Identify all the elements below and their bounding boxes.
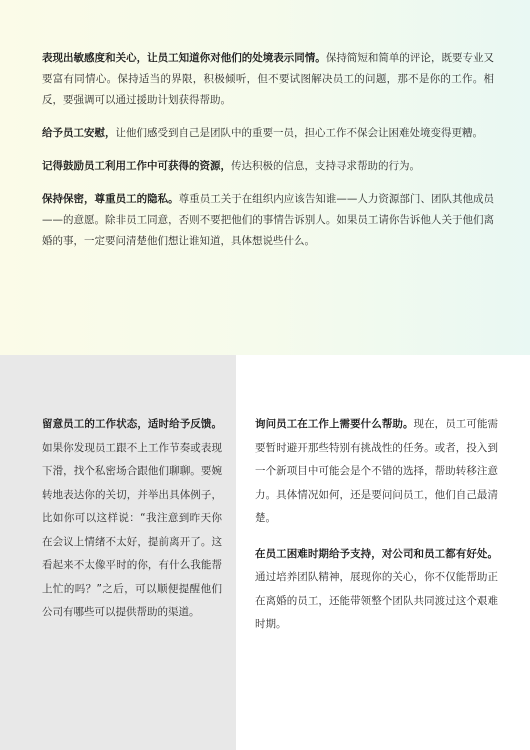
paragraph-heading: 表现出敏感度和关心，让员工知道你对他们的处境表示同情。 [42,52,326,64]
paragraph-heading: 询问员工在工作上需要什么帮助。 [255,418,414,430]
paragraph-body: 通过培养团队精神，展现你的关心，你不仅能帮助正在离婚的员工，还能带领整个团队共同渡过这个艰难时期。 [255,571,498,630]
paragraph-feedback [42,413,222,625]
paragraph-body: 传达积极的信息，支持寻求帮助的行为。 [231,160,420,172]
paragraph-body: 让他们感受到自己是团队中的重要一员，担心工作不保会让困难处境变得更糟。 [115,127,483,139]
paragraph-body: 尊重员工关于在组织内应该告知谁——人力资源部门、团队其他成员——的意愿。除非员工同意，否则不要把他们的事情告诉别人。如果员工请你告诉他人关于他们离婚的事，一定要问清楚他们想让谁知道，具体想说些什么。 [42,193,495,247]
paragraph-heading: 给予员工安慰， [42,127,116,139]
paragraph-heading: 留意员工的工作状态，适时给予反馈。 [42,418,222,430]
paragraph-heading: 保持保密，尊重员工的隐私。 [42,193,179,205]
paragraph-support [255,543,498,637]
left-column [0,355,236,750]
paragraph-sensitivity [42,48,494,111]
right-column [236,355,530,750]
top-section [0,0,530,355]
paragraph-ask-needs [255,413,498,531]
paragraph-body: 如果你发现员工跟不上工作节奏或表现下滑，找个私密场合跟他们聊聊。要婉转地表达你的关切，并举出具体例子，比如你可以这样说：“我注意到昨天你在会议上情绪不太好，提前离开了。这看起来不太像平时的你，有什么我能帮上忙的吗？”之后，可以顺便提醒他们公司有哪些可以提供帮助的渠道。 [42,441,222,618]
paragraph-body: 现在，员工可能需要暂时避开那些特别有挑战性的任务。或者，投入到一个新项目中可能会是个不错的选择，帮助转移注意力。具体情况如何，还是要问问员工，他们自己最清楚。 [255,418,499,524]
paragraph-resources [42,156,494,177]
paragraph-heading: 在员工困难时期给予支持，对公司和员工都有好处。 [255,547,498,560]
paragraph-privacy [42,189,494,252]
paragraph-heading: 记得鼓励员工利用工作中可获得的资源， [42,160,231,172]
paragraph-body: 保持简短和简单的评论，既要专业又要富有同情心。保持适当的界限，积极倾听，但不要试图解决员工的问题，那不是你的工作。相反，要强调可以通过援助计划获得帮助。 [42,52,495,106]
paragraph-reassurance [42,123,494,144]
